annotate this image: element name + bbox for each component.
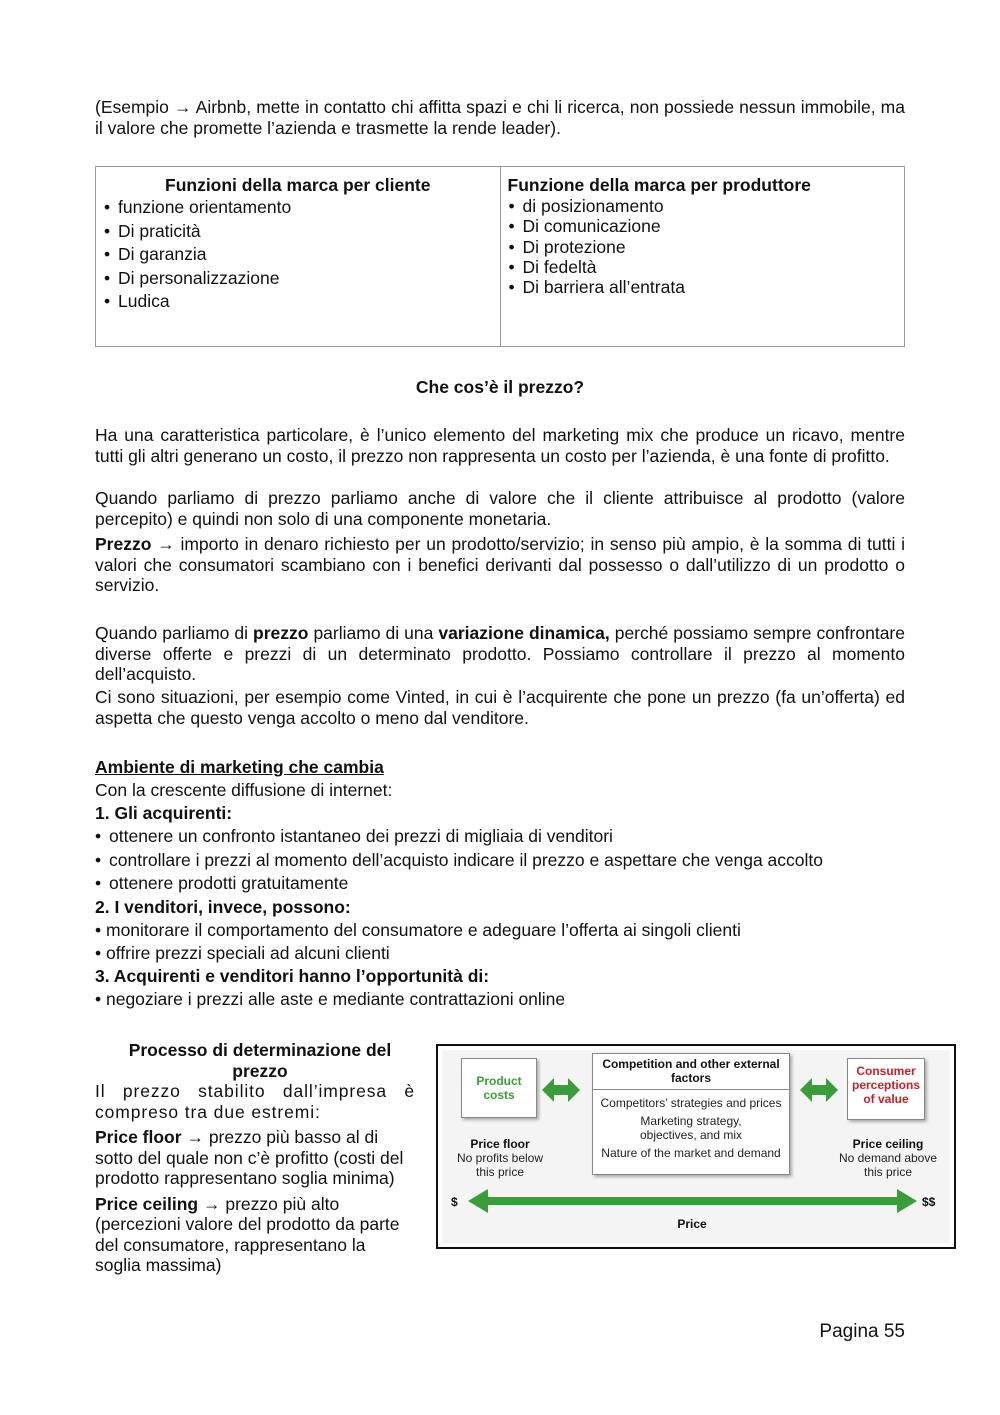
price-paragraph-2 (95, 488, 905, 529)
list-item: • ottenere un confronto istantaneo dei prezzi di migliaia di venditori (95, 825, 905, 849)
brand-functions-table (95, 166, 905, 347)
arrow-icon: → (186, 1127, 204, 1147)
paragraph-text: Ha una caratteristica particolare, è l’unico elemento del marketing mix che produce un ricavo, mentre tutti gli altri generano un costo, il prezzo non rappresenta un costo per l’azienda, è una fonte di profitto. (95, 425, 905, 466)
price-floor-title: Price floor (470, 1137, 530, 1151)
list-item: • controllare i prezzi al momento dell’acquisto indicare il prezzo e aspettare che venga accolto (95, 849, 905, 873)
price-ceiling-text: prezzo più alto (percezioni valore del prodotto da parte del consumatore, rappresentano la soglia massima) (95, 1193, 400, 1275)
buyers-title: 1. Gli acquirenti: (95, 803, 233, 823)
price-ceiling-subtitle: No demand above this price (838, 1151, 938, 1179)
list-item: • funzione orientamento (103, 196, 493, 220)
arrow-icon: → (202, 1193, 221, 1214)
price-paragraph-3 (95, 534, 905, 596)
paragraph-text: perché possiamo sempre confrontare diverse offerte e prezzi di un determinato prodotto. Possiamo controllare il prezzo al momento dell’acquisto. (95, 623, 905, 684)
low-price-symbol: $ (451, 1195, 458, 1209)
list-item: • Di comunicazione (508, 216, 898, 236)
bold-term: prezzo (253, 623, 309, 643)
list-item: • negoziare i prezzi alle aste e mediante contrattazioni online (95, 988, 566, 1009)
buyers-list (95, 825, 905, 896)
list-item: • di posizionamento (508, 196, 898, 216)
price-heading: Che cos’è il prezzo? (415, 377, 585, 397)
arrow-icon: → (157, 534, 175, 554)
product-costs-label: Product costs (476, 1074, 522, 1102)
price-axis-label: Price (677, 1217, 707, 1231)
price-ceiling-label: Price ceiling (95, 1193, 199, 1214)
high-price-symbol: $$ (922, 1195, 936, 1209)
producer-functions-list (508, 196, 898, 297)
price-floor-label: Price floor (95, 1127, 182, 1147)
page-number: Pagina 55 (819, 1321, 905, 1342)
paragraph-text: Ci sono situazioni, per esempio come Vinted, in cui è l’acquirente che pone un prezzo (fa un’offerta) ed aspetta che questo venga accolto o meno dal venditore. (95, 687, 905, 728)
price-axis-arrow (468, 1189, 917, 1213)
list-item: • Di garanzia (103, 243, 493, 267)
competition-item: Competitors’ strategies and prices (600, 1096, 782, 1110)
both-title: 3. Acquirenti e venditori hanno l’opportunità di: (95, 965, 490, 986)
double-arrow-icon (542, 1078, 580, 1102)
list-item: • Di protezione (508, 237, 898, 257)
list-item: • Di fedeltà (508, 257, 898, 277)
intro-text: Airbnb, mette in contatto chi affitta spazi e chi li ricerca, non possiede nessun immobile, ma il valore che promette l’azienda e trasmette la rende leader). (95, 97, 905, 138)
producer-functions-title: Funzione della marca per produttore (507, 175, 811, 195)
list-item: • Di personalizzazione (103, 267, 493, 291)
market-env-intro: Con la crescente diffusione di internet: (95, 780, 393, 800)
price-ceiling-title: Price ceiling (852, 1137, 924, 1151)
intro-paragraph (95, 97, 905, 138)
paragraph-text: parliamo di una (313, 623, 434, 643)
market-env-heading: Ambiente di marketing che cambia (95, 757, 384, 777)
list-item: • Di barriera all’entrata (508, 277, 898, 297)
list-item: • Ludica (103, 290, 493, 314)
paragraph-text: importo in denaro richiesto per un prodotto/servizio; in senso più ampio, è la somma di tutti i valori che consumatori scambiano con i benefici derivanti dal possesso o dall’utilizzo di un prodotto o servizio. (95, 534, 906, 595)
customer-functions-list (103, 196, 493, 314)
price-floor-text: prezzo più basso al di sotto del quale non c’è profitto (costi del prodotto rappresentano soglia minima) (95, 1127, 404, 1188)
consumer-perceptions-label: Consumer perceptions of value (851, 1064, 920, 1106)
pricing-process-heading: Processo di determinazione del prezzo (128, 1040, 392, 1081)
competition-item: Nature of the market and demand (601, 1146, 781, 1160)
customer-functions-cell (96, 167, 501, 347)
price-paragraph-4 (95, 623, 905, 685)
market-env-section (95, 756, 905, 1011)
list-item: • offrire prezzi speciali ad alcuni clienti (95, 942, 390, 963)
list-item: • Di praticità (103, 220, 493, 244)
competition-title: Competition and other external factors (593, 1054, 789, 1090)
bold-term: variazione dinamica, (438, 623, 610, 643)
producer-functions-cell (500, 167, 905, 347)
diagram-canvas (442, 1050, 950, 1243)
price-range-diagram (436, 1044, 956, 1249)
double-arrow-icon (800, 1078, 838, 1102)
list-item: • ottenere prodotti gratuitamente (95, 872, 905, 896)
pricing-process-section (95, 1040, 415, 1276)
price-floor-subtitle: No profits below this price (456, 1151, 544, 1179)
price-term: Prezzo (95, 534, 152, 554)
customer-functions-title: Funzioni della marca per cliente (165, 175, 431, 195)
arrow-icon: → (174, 97, 192, 117)
pricing-intro: Il prezzo stabilito dall’impresa è compreso tra due estremi: (95, 1081, 415, 1122)
paragraph-text: Quando parliamo di (95, 623, 249, 643)
intro-prefix: (Esempio (95, 97, 169, 117)
paragraph-text: Quando parliamo di prezzo parliamo anche di valore che il cliente attribuisce al prodotto (valore percepito) e quindi non solo di una componente monetaria. (95, 488, 905, 529)
sellers-title: 2. I venditori, invece, possono: (95, 896, 351, 917)
price-paragraph-5 (95, 687, 905, 728)
competition-item: Marketing strategy, objectives, and mix (639, 1114, 743, 1142)
list-item: • monitorare il comportamento del consumatore e adeguare l’offerta ai singoli clienti (95, 919, 741, 940)
price-paragraph-1 (95, 425, 905, 466)
